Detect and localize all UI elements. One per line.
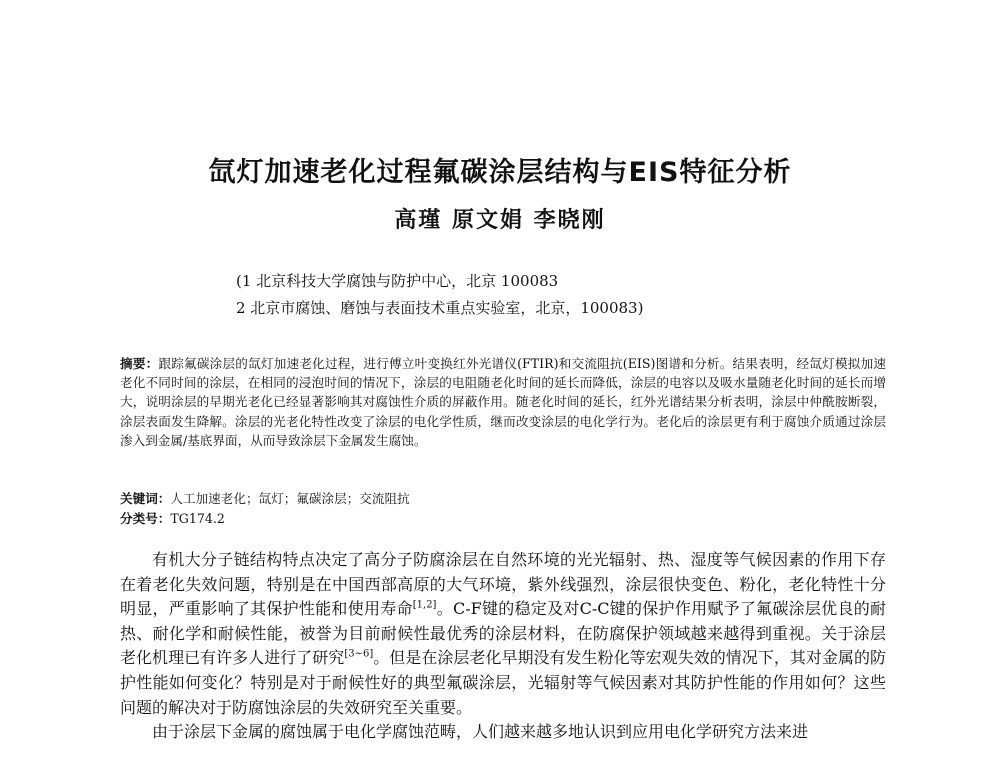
classification-number: [120, 508, 225, 527]
body-text: [120, 548, 886, 745]
abstract-label: 摘要：: [120, 356, 159, 371]
affiliation-2: 2 北京市腐蚀、磨蚀与表面技术重点实验室，北京，100083): [236, 299, 644, 317]
body-paragraph: [120, 720, 886, 745]
body-text-segment: 由于涂层下金属的腐蚀属于电化学腐蚀范畴，人们越来越多地认识到应用电化学研究方法来进: [152, 722, 809, 742]
keywords: [120, 488, 410, 507]
author-list: 高瑾 原文娟 李晓刚: [394, 207, 606, 233]
keywords-text: 人工加速老化；氙灯；氟碳涂层；交流阻抗: [170, 491, 410, 506]
keywords-label: 关键词：: [120, 491, 171, 506]
body-paragraph: [120, 548, 886, 720]
paper-title: 氙灯加速老化过程氟碳涂层结构与EIS特征分析: [208, 157, 792, 188]
citation: [3~6]: [344, 649, 374, 661]
classification-label: 分类号：: [120, 511, 171, 526]
body-text-segment: 。C-F键的稳定及对C-C键的保护作用赋予了氟碳涂层优良的耐热、耐化学和耐候性能，被誉为目前耐候性最优秀的涂层材料，在防腐保护领域越来越得到重视。关于涂层老化机理已有许多人进行了研究: [120, 599, 886, 668]
body-text-segment: 有机大分子链结构特点决定了高分子防腐涂层在自然环境的光光辐射、热、湿度等气候因素的作用下存在着老化失效问题，特别是在中国西部高原的大气环境，紫外线强烈，涂层很快变色、粉化，老化特性十分明显，严重影响了其保护性能和使用寿命: [120, 550, 886, 619]
affiliation-1: (1 北京科技大学腐蚀与防护中心，北京 100083: [236, 272, 559, 290]
abstract-text: 跟踪氟碳涂层的氙灯加速老化过程，进行傅立叶变换红外光谱仪(FTIR)和交流阻抗(EIS)图谱和分析。结果表明，经氙灯模拟加速老化不同时间的涂层，在相同的浸泡时间的情况下，涂层的电阻随老化时间的延长而降低，涂层的电容以及吸水量随老化时间的延长而增大，说明涂层的早期光老化已经显著影响其对腐蚀性介质的屏蔽作用。随老化时间的延长，红外光谱结果分析表明，涂层中仲酰胺断裂，涂层表面发生降解。涂层的光老化特性改变了涂层的电化学性质，继而改变涂层的电化学行为。老化后的涂层更有利于腐蚀介质通过涂层渗入到金属/基底界面，从而导致涂层下金属发生腐蚀。: [120, 356, 887, 448]
body-text-segment: 。但是在涂层老化早期没有发生粉化等宏观失效的情况下，其对金属的防护性能如何变化？特别是对于耐候性好的典型氟碳涂层，光辐射等气候因素对其防护性能的作用如何？这些问题的解决对于防腐蚀涂层的失效研究至关重要。: [120, 648, 886, 717]
classification-text: TG174.2: [170, 511, 225, 526]
citation: [1,2]: [412, 599, 437, 611]
abstract: [120, 354, 886, 450]
